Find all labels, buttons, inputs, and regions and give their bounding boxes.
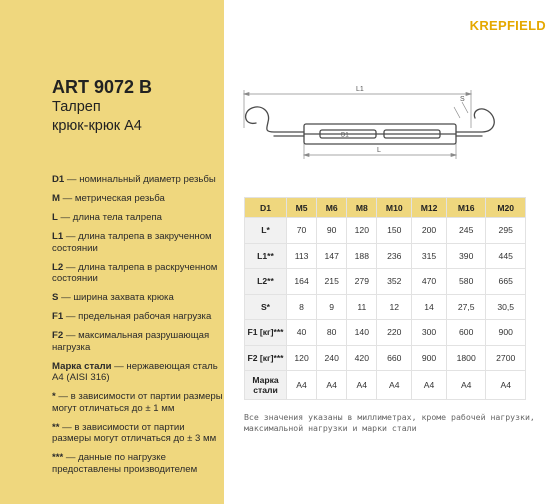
table-cell: 164 bbox=[287, 269, 317, 295]
table-cell: 470 bbox=[412, 269, 447, 295]
table-cell: 220 bbox=[377, 320, 412, 346]
legend-item: L — длина тела талрепа bbox=[52, 212, 162, 223]
table-cell: А4 bbox=[412, 371, 447, 400]
table-cell: 90 bbox=[317, 218, 347, 244]
table-row bbox=[245, 320, 526, 346]
col-header: M16 bbox=[446, 198, 486, 218]
units-note: Все значения указаны в миллиметрах, кроме рабочей нагрузки, максимальной нагрузки и марки стали bbox=[244, 412, 535, 433]
table-cell: 70 bbox=[287, 218, 317, 244]
row-header: L1** bbox=[245, 243, 287, 269]
table-row bbox=[245, 345, 526, 371]
table-row bbox=[245, 269, 526, 295]
table-cell: 245 bbox=[446, 218, 486, 244]
table-cell: 30,5 bbox=[486, 294, 526, 320]
spec-table bbox=[244, 197, 526, 400]
table-cell: 390 bbox=[446, 243, 486, 269]
legend-item: L2 — длина талрепа в раскрученном состоянии bbox=[52, 261, 218, 284]
row-header: S* bbox=[245, 294, 287, 320]
table-row bbox=[245, 294, 526, 320]
col-header: M10 bbox=[377, 198, 412, 218]
dim-label-l: L bbox=[377, 147, 381, 154]
table-cell: 150 bbox=[377, 218, 412, 244]
product-type: крюк-крюк А4 bbox=[52, 118, 142, 134]
dim-label-s: S bbox=[460, 96, 465, 103]
table-cell: 900 bbox=[412, 345, 447, 371]
table-cell: 27,5 bbox=[446, 294, 486, 320]
table-cell: 295 bbox=[486, 218, 526, 244]
table-cell: 665 bbox=[486, 269, 526, 295]
table-cell: 420 bbox=[347, 345, 377, 371]
col-header: M8 bbox=[347, 198, 377, 218]
legend-item: S — ширина захвата крюка bbox=[52, 292, 174, 303]
table-cell: А4 bbox=[347, 371, 377, 400]
row-header: Марка стали bbox=[245, 371, 287, 400]
table-cell: 40 bbox=[287, 320, 317, 346]
legend-item: M — метрическая резьба bbox=[52, 193, 165, 204]
table-header-row bbox=[245, 198, 526, 218]
table-cell: 120 bbox=[347, 218, 377, 244]
table-cell: 315 bbox=[412, 243, 447, 269]
product-name: Талреп bbox=[52, 99, 101, 115]
table-cell: 8 bbox=[287, 294, 317, 320]
row-header: F1 [кг]*** bbox=[245, 320, 287, 346]
table-cell: А4 bbox=[446, 371, 486, 400]
legend-item: F2 — максимальная разрушающая нагрузка bbox=[52, 330, 210, 353]
legend-list bbox=[52, 174, 224, 483]
table-cell: 240 bbox=[317, 345, 347, 371]
legend-item: *** — данные по нагрузке предоставлены производителем bbox=[52, 452, 198, 475]
col-header: M6 bbox=[317, 198, 347, 218]
table-row bbox=[245, 371, 526, 400]
table-cell: 445 bbox=[486, 243, 526, 269]
table-cell: А4 bbox=[317, 371, 347, 400]
table-cell: 80 bbox=[317, 320, 347, 346]
table-row bbox=[245, 243, 526, 269]
table-cell: 600 bbox=[446, 320, 486, 346]
table-cell: 120 bbox=[287, 345, 317, 371]
table-cell: 352 bbox=[377, 269, 412, 295]
article-number: ART 9072 B bbox=[52, 77, 153, 97]
row-header: F2 [кг]*** bbox=[245, 345, 287, 371]
col-header: M5 bbox=[287, 198, 317, 218]
product-title bbox=[52, 76, 222, 136]
row-header: L2** bbox=[245, 269, 287, 295]
table-cell: 660 bbox=[377, 345, 412, 371]
table-cell: А4 bbox=[377, 371, 412, 400]
table-row bbox=[245, 218, 526, 244]
col-header: D1 bbox=[245, 198, 287, 218]
table-cell: 279 bbox=[347, 269, 377, 295]
table-cell: 147 bbox=[317, 243, 347, 269]
table-cell: 9 bbox=[317, 294, 347, 320]
table-cell: 113 bbox=[287, 243, 317, 269]
table-cell: 140 bbox=[347, 320, 377, 346]
table-cell: 188 bbox=[347, 243, 377, 269]
legend-item: * — в зависимости от партии размеры могут отличаться до ± 1 мм bbox=[52, 391, 223, 414]
table-cell: 300 bbox=[412, 320, 447, 346]
legend-item: Марка стали — нержавеющая сталь А4 (AISI 316) bbox=[52, 360, 218, 383]
col-header: M12 bbox=[412, 198, 447, 218]
table-cell: 2700 bbox=[486, 345, 526, 371]
table-cell: 236 bbox=[377, 243, 412, 269]
table-cell: 14 bbox=[412, 294, 447, 320]
legend-item: L1 — длина талрепа в закрученном состоянии bbox=[52, 231, 212, 254]
table-cell: А4 bbox=[486, 371, 526, 400]
table-cell: 12 bbox=[377, 294, 412, 320]
legend-item: D1 — номинальный диаметр резьбы bbox=[52, 174, 216, 185]
turnbuckle-drawing bbox=[234, 80, 514, 170]
table-cell: 11 bbox=[347, 294, 377, 320]
table-cell: 200 bbox=[412, 218, 447, 244]
legend-item: F1 — предельная рабочая нагрузка bbox=[52, 311, 212, 322]
dim-label-l1: L1 bbox=[356, 86, 364, 93]
brand-logo: KREPFIELD bbox=[469, 18, 546, 33]
table-cell: А4 bbox=[287, 371, 317, 400]
col-header: M20 bbox=[486, 198, 526, 218]
dim-label-d1: D1 bbox=[341, 132, 349, 139]
row-header: L* bbox=[245, 218, 287, 244]
table-cell: 900 bbox=[486, 320, 526, 346]
table-cell: 1800 bbox=[446, 345, 486, 371]
table-cell: 215 bbox=[317, 269, 347, 295]
legend-item: ** — в зависимости от партии размеры могут отличаться до ± 3 мм bbox=[52, 421, 217, 444]
table-cell: 580 bbox=[446, 269, 486, 295]
